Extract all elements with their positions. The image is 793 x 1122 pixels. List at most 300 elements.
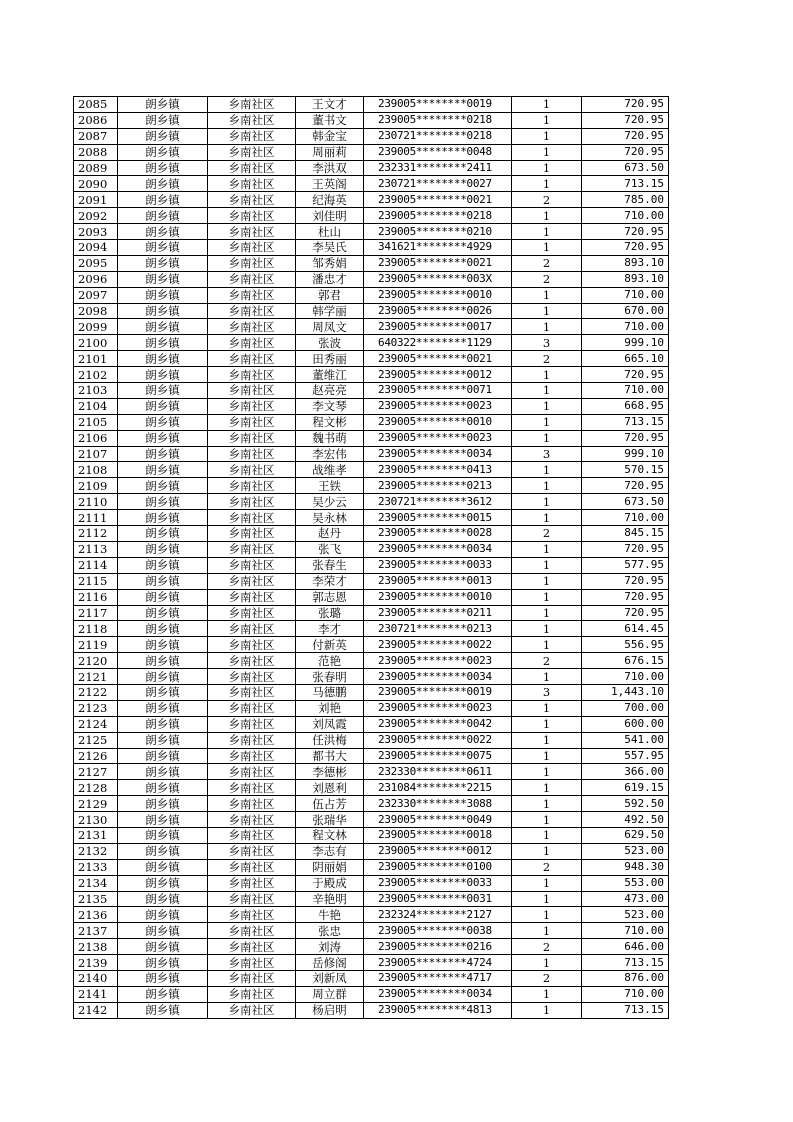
id-number-cell: 239005********0013 (364, 573, 512, 589)
table-row (74, 923, 669, 939)
town-cell: 朗乡镇 (118, 843, 208, 859)
table-row (74, 462, 669, 478)
row-number-cell: 2119 (74, 637, 118, 653)
id-number-cell: 239005********0210 (364, 224, 512, 240)
row-number-cell: 2103 (74, 383, 118, 399)
name-cell: 范艳 (296, 653, 364, 669)
table-row (74, 970, 669, 986)
row-number-cell: 2121 (74, 669, 118, 685)
row-number-cell: 2134 (74, 875, 118, 891)
community-cell: 乡南社区 (208, 510, 296, 526)
row-number-cell: 2141 (74, 986, 118, 1002)
table-row (74, 303, 669, 319)
household-count-cell: 1 (512, 621, 582, 637)
table-row (74, 732, 669, 748)
table-row (74, 684, 669, 700)
name-cell: 阴丽娟 (296, 859, 364, 875)
id-number-cell: 239005********4724 (364, 955, 512, 971)
name-cell: 韩学丽 (296, 303, 364, 319)
name-cell: 李德彬 (296, 764, 364, 780)
amount-cell: 710.00 (582, 287, 669, 303)
town-cell: 朗乡镇 (118, 255, 208, 271)
household-count-cell: 1 (512, 637, 582, 653)
row-number-cell: 2114 (74, 557, 118, 573)
household-count-cell: 1 (512, 891, 582, 907)
household-count-cell: 1 (512, 812, 582, 828)
id-number-cell: 239005********0033 (364, 875, 512, 891)
row-number-cell: 2118 (74, 621, 118, 637)
amount-cell: 720.95 (582, 478, 669, 494)
table-row (74, 319, 669, 335)
town-cell: 朗乡镇 (118, 986, 208, 1002)
id-number-cell: 239005********0018 (364, 827, 512, 843)
table-row (74, 986, 669, 1002)
amount-cell: 646.00 (582, 939, 669, 955)
town-cell: 朗乡镇 (118, 351, 208, 367)
row-number-cell: 2095 (74, 255, 118, 271)
household-count-cell: 1 (512, 700, 582, 716)
table-row (74, 780, 669, 796)
community-cell: 乡南社区 (208, 684, 296, 700)
table-row (74, 160, 669, 176)
name-cell: 程文林 (296, 827, 364, 843)
id-number-cell: 239005********0034 (364, 986, 512, 1002)
row-number-cell: 2130 (74, 812, 118, 828)
community-cell: 乡南社区 (208, 240, 296, 256)
row-number-cell: 2100 (74, 335, 118, 351)
id-number-cell: 239005********003X (364, 271, 512, 287)
id-number-cell: 230721********0218 (364, 128, 512, 144)
town-cell: 朗乡镇 (118, 303, 208, 319)
name-cell: 马德鹏 (296, 684, 364, 700)
row-number-cell: 2140 (74, 970, 118, 986)
name-cell: 伍占芳 (296, 796, 364, 812)
name-cell: 付新英 (296, 637, 364, 653)
row-number-cell: 2104 (74, 398, 118, 414)
amount-cell: 668.95 (582, 398, 669, 414)
town-cell: 朗乡镇 (118, 764, 208, 780)
household-count-cell: 1 (512, 669, 582, 685)
town-cell: 朗乡镇 (118, 208, 208, 224)
household-count-cell: 1 (512, 208, 582, 224)
row-number-cell: 2128 (74, 780, 118, 796)
amount-cell: 710.00 (582, 208, 669, 224)
amount-cell: 720.95 (582, 224, 669, 240)
row-number-cell: 2097 (74, 287, 118, 303)
amount-cell: 893.10 (582, 255, 669, 271)
row-number-cell: 2135 (74, 891, 118, 907)
household-count-cell: 1 (512, 414, 582, 430)
id-number-cell: 232331********2411 (364, 160, 512, 176)
row-number-cell: 2088 (74, 144, 118, 160)
amount-cell: 523.00 (582, 843, 669, 859)
id-number-cell: 231084********2215 (364, 780, 512, 796)
community-cell: 乡南社区 (208, 383, 296, 399)
name-cell: 张璐 (296, 605, 364, 621)
town-cell: 朗乡镇 (118, 700, 208, 716)
community-cell: 乡南社区 (208, 669, 296, 685)
row-number-cell: 2136 (74, 907, 118, 923)
town-cell: 朗乡镇 (118, 637, 208, 653)
amount-cell: 577.95 (582, 557, 669, 573)
amount-cell: 876.00 (582, 970, 669, 986)
community-cell: 乡南社区 (208, 716, 296, 732)
table-row (74, 478, 669, 494)
household-count-cell: 2 (512, 192, 582, 208)
community-cell: 乡南社区 (208, 907, 296, 923)
id-number-cell: 239005********0023 (364, 398, 512, 414)
community-cell: 乡南社区 (208, 494, 296, 510)
name-cell: 周凤文 (296, 319, 364, 335)
id-number-cell: 239005********0216 (364, 939, 512, 955)
community-cell: 乡南社区 (208, 303, 296, 319)
community-cell: 乡南社区 (208, 112, 296, 128)
id-number-cell: 239005********0023 (364, 653, 512, 669)
id-number-cell: 230721********0027 (364, 176, 512, 192)
amount-cell: 557.95 (582, 748, 669, 764)
household-count-cell: 1 (512, 430, 582, 446)
table-row (74, 494, 669, 510)
name-cell: 李文琴 (296, 398, 364, 414)
household-count-cell: 1 (512, 97, 582, 113)
table-row (74, 208, 669, 224)
community-cell: 乡南社区 (208, 827, 296, 843)
community-cell: 乡南社区 (208, 859, 296, 875)
name-cell: 王英阁 (296, 176, 364, 192)
household-count-cell: 1 (512, 176, 582, 192)
household-count-cell: 1 (512, 160, 582, 176)
amount-cell: 700.00 (582, 700, 669, 716)
name-cell: 岳修阁 (296, 955, 364, 971)
household-count-cell: 2 (512, 970, 582, 986)
town-cell: 朗乡镇 (118, 796, 208, 812)
row-number-cell: 2102 (74, 367, 118, 383)
community-cell: 乡南社区 (208, 812, 296, 828)
id-number-cell: 232330********0611 (364, 764, 512, 780)
name-cell: 郭志恩 (296, 589, 364, 605)
table-row (74, 955, 669, 971)
row-number-cell: 2125 (74, 732, 118, 748)
household-count-cell: 1 (512, 605, 582, 621)
table-row (74, 589, 669, 605)
town-cell: 朗乡镇 (118, 494, 208, 510)
amount-cell: 670.00 (582, 303, 669, 319)
town-cell: 朗乡镇 (118, 875, 208, 891)
amount-cell: 710.00 (582, 383, 669, 399)
id-number-cell: 239005********0034 (364, 541, 512, 557)
table-row (74, 859, 669, 875)
town-cell: 朗乡镇 (118, 907, 208, 923)
name-cell: 董书文 (296, 112, 364, 128)
community-cell: 乡南社区 (208, 923, 296, 939)
town-cell: 朗乡镇 (118, 510, 208, 526)
town-cell: 朗乡镇 (118, 398, 208, 414)
table-row (74, 383, 669, 399)
town-cell: 朗乡镇 (118, 732, 208, 748)
town-cell: 朗乡镇 (118, 955, 208, 971)
row-number-cell: 2132 (74, 843, 118, 859)
name-cell: 任洪梅 (296, 732, 364, 748)
community-cell: 乡南社区 (208, 319, 296, 335)
community-cell: 乡南社区 (208, 843, 296, 859)
name-cell: 杨启明 (296, 1002, 364, 1018)
community-cell: 乡南社区 (208, 621, 296, 637)
id-number-cell: 230721********0213 (364, 621, 512, 637)
amount-cell: 473.00 (582, 891, 669, 907)
amount-cell: 619.15 (582, 780, 669, 796)
amount-cell: 720.95 (582, 541, 669, 557)
name-cell: 李荣才 (296, 573, 364, 589)
name-cell: 张波 (296, 335, 364, 351)
id-number-cell: 239005********0075 (364, 748, 512, 764)
row-number-cell: 2111 (74, 510, 118, 526)
row-number-cell: 2109 (74, 478, 118, 494)
amount-cell: 720.95 (582, 128, 669, 144)
community-cell: 乡南社区 (208, 367, 296, 383)
id-number-cell: 239005********0026 (364, 303, 512, 319)
amount-cell: 710.00 (582, 923, 669, 939)
id-number-cell: 230721********3612 (364, 494, 512, 510)
amount-cell: 720.95 (582, 240, 669, 256)
community-cell: 乡南社区 (208, 653, 296, 669)
town-cell: 朗乡镇 (118, 939, 208, 955)
amount-cell: 710.00 (582, 986, 669, 1002)
id-number-cell: 239005********0028 (364, 526, 512, 542)
community-cell: 乡南社区 (208, 176, 296, 192)
town-cell: 朗乡镇 (118, 383, 208, 399)
id-number-cell: 239005********0021 (364, 192, 512, 208)
id-number-cell: 239005********0211 (364, 605, 512, 621)
town-cell: 朗乡镇 (118, 605, 208, 621)
community-cell: 乡南社区 (208, 748, 296, 764)
id-number-cell: 239005********0213 (364, 478, 512, 494)
community-cell: 乡南社区 (208, 462, 296, 478)
town-cell: 朗乡镇 (118, 430, 208, 446)
row-number-cell: 2113 (74, 541, 118, 557)
community-cell: 乡南社区 (208, 605, 296, 621)
row-number-cell: 2087 (74, 128, 118, 144)
table-row (74, 621, 669, 637)
community-cell: 乡南社区 (208, 430, 296, 446)
town-cell: 朗乡镇 (118, 573, 208, 589)
community-cell: 乡南社区 (208, 128, 296, 144)
row-number-cell: 2116 (74, 589, 118, 605)
town-cell: 朗乡镇 (118, 160, 208, 176)
household-count-cell: 1 (512, 319, 582, 335)
household-count-cell: 1 (512, 541, 582, 557)
table-row (74, 1002, 669, 1018)
town-cell: 朗乡镇 (118, 557, 208, 573)
name-cell: 刘佳明 (296, 208, 364, 224)
table-row (74, 128, 669, 144)
amount-cell: 999.10 (582, 335, 669, 351)
id-number-cell: 239005********0021 (364, 255, 512, 271)
name-cell: 田秀丽 (296, 351, 364, 367)
community-cell: 乡南社区 (208, 541, 296, 557)
town-cell: 朗乡镇 (118, 653, 208, 669)
community-cell: 乡南社区 (208, 732, 296, 748)
household-count-cell: 1 (512, 240, 582, 256)
id-number-cell: 239005********0019 (364, 97, 512, 113)
community-cell: 乡南社区 (208, 970, 296, 986)
id-number-cell: 239005********0012 (364, 843, 512, 859)
town-cell: 朗乡镇 (118, 748, 208, 764)
amount-cell: 592.50 (582, 796, 669, 812)
community-cell: 乡南社区 (208, 1002, 296, 1018)
town-cell: 朗乡镇 (118, 827, 208, 843)
name-cell: 于殿成 (296, 875, 364, 891)
town-cell: 朗乡镇 (118, 192, 208, 208)
amount-cell: 523.00 (582, 907, 669, 923)
row-number-cell: 2099 (74, 319, 118, 335)
amount-cell: 676.15 (582, 653, 669, 669)
community-cell: 乡南社区 (208, 144, 296, 160)
household-count-cell: 1 (512, 494, 582, 510)
id-number-cell: 239005********0017 (364, 319, 512, 335)
town-cell: 朗乡镇 (118, 1002, 208, 1018)
household-count-cell: 1 (512, 827, 582, 843)
community-cell: 乡南社区 (208, 192, 296, 208)
row-number-cell: 2112 (74, 526, 118, 542)
name-cell: 张春生 (296, 557, 364, 573)
name-cell: 刘艳 (296, 700, 364, 716)
table-row (74, 541, 669, 557)
table-row (74, 875, 669, 891)
id-number-cell: 239005********0218 (364, 112, 512, 128)
community-cell: 乡南社区 (208, 478, 296, 494)
table-row (74, 192, 669, 208)
community-cell: 乡南社区 (208, 764, 296, 780)
community-cell: 乡南社区 (208, 414, 296, 430)
amount-cell: 673.50 (582, 494, 669, 510)
amount-cell: 541.00 (582, 732, 669, 748)
table-row (74, 97, 669, 113)
name-cell: 辛艳明 (296, 891, 364, 907)
amount-cell: 665.10 (582, 351, 669, 367)
town-cell: 朗乡镇 (118, 144, 208, 160)
id-number-cell: 239005********0048 (364, 144, 512, 160)
row-number-cell: 2089 (74, 160, 118, 176)
name-cell: 韩金宝 (296, 128, 364, 144)
community-cell: 乡南社区 (208, 557, 296, 573)
name-cell: 李才 (296, 621, 364, 637)
name-cell: 邹秀娟 (296, 255, 364, 271)
name-cell: 战维孝 (296, 462, 364, 478)
name-cell: 周立群 (296, 986, 364, 1002)
id-number-cell: 239005********0218 (364, 208, 512, 224)
id-number-cell: 239005********0015 (364, 510, 512, 526)
row-number-cell: 2127 (74, 764, 118, 780)
town-cell: 朗乡镇 (118, 970, 208, 986)
row-number-cell: 2093 (74, 224, 118, 240)
id-number-cell: 239005********0022 (364, 637, 512, 653)
community-cell: 乡南社区 (208, 351, 296, 367)
id-number-cell: 640322********1129 (364, 335, 512, 351)
table-row (74, 271, 669, 287)
household-count-cell: 1 (512, 589, 582, 605)
household-count-cell: 1 (512, 144, 582, 160)
row-number-cell: 2094 (74, 240, 118, 256)
town-cell: 朗乡镇 (118, 684, 208, 700)
household-count-cell: 1 (512, 462, 582, 478)
town-cell: 朗乡镇 (118, 335, 208, 351)
id-number-cell: 239005********0010 (364, 589, 512, 605)
amount-cell: 570.15 (582, 462, 669, 478)
name-cell: 张瑞华 (296, 812, 364, 828)
town-cell: 朗乡镇 (118, 367, 208, 383)
row-number-cell: 2108 (74, 462, 118, 478)
table-row (74, 557, 669, 573)
household-count-cell: 2 (512, 859, 582, 875)
table-row (74, 748, 669, 764)
town-cell: 朗乡镇 (118, 923, 208, 939)
row-number-cell: 2142 (74, 1002, 118, 1018)
amount-cell: 785.00 (582, 192, 669, 208)
amount-cell: 629.50 (582, 827, 669, 843)
amount-cell: 710.00 (582, 319, 669, 335)
town-cell: 朗乡镇 (118, 716, 208, 732)
row-number-cell: 2123 (74, 700, 118, 716)
name-cell: 吴永林 (296, 510, 364, 526)
table-row (74, 573, 669, 589)
id-number-cell: 239005********0038 (364, 923, 512, 939)
table-row (74, 510, 669, 526)
amount-cell: 614.45 (582, 621, 669, 637)
community-cell: 乡南社区 (208, 589, 296, 605)
town-cell: 朗乡镇 (118, 589, 208, 605)
town-cell: 朗乡镇 (118, 176, 208, 192)
id-number-cell: 232324********2127 (364, 907, 512, 923)
town-cell: 朗乡镇 (118, 271, 208, 287)
community-cell: 乡南社区 (208, 271, 296, 287)
household-count-cell: 1 (512, 367, 582, 383)
town-cell: 朗乡镇 (118, 859, 208, 875)
name-cell: 李吴氏 (296, 240, 364, 256)
amount-cell: 600.00 (582, 716, 669, 732)
table-row (74, 144, 669, 160)
household-count-cell: 1 (512, 112, 582, 128)
amount-cell: 713.15 (582, 414, 669, 430)
id-number-cell: 239005********0031 (364, 891, 512, 907)
row-number-cell: 2092 (74, 208, 118, 224)
name-cell: 王文才 (296, 97, 364, 113)
row-number-cell: 2098 (74, 303, 118, 319)
id-number-cell: 239005********4717 (364, 970, 512, 986)
town-cell: 朗乡镇 (118, 621, 208, 637)
household-count-cell: 1 (512, 875, 582, 891)
table-row (74, 700, 669, 716)
name-cell: 程文彬 (296, 414, 364, 430)
household-count-cell: 1 (512, 224, 582, 240)
id-number-cell: 239005********0019 (364, 684, 512, 700)
table-row (74, 240, 669, 256)
table-row (74, 605, 669, 621)
table-row (74, 335, 669, 351)
household-count-cell: 3 (512, 446, 582, 462)
id-number-cell: 239005********0042 (364, 716, 512, 732)
row-number-cell: 2101 (74, 351, 118, 367)
row-number-cell: 2091 (74, 192, 118, 208)
household-count-cell: 1 (512, 732, 582, 748)
household-count-cell: 2 (512, 526, 582, 542)
row-number-cell: 2107 (74, 446, 118, 462)
household-count-cell: 1 (512, 573, 582, 589)
amount-cell: 720.95 (582, 605, 669, 621)
id-number-cell: 341621********4929 (364, 240, 512, 256)
id-number-cell: 239005********4813 (364, 1002, 512, 1018)
amount-cell: 556.95 (582, 637, 669, 653)
community-cell: 乡南社区 (208, 287, 296, 303)
